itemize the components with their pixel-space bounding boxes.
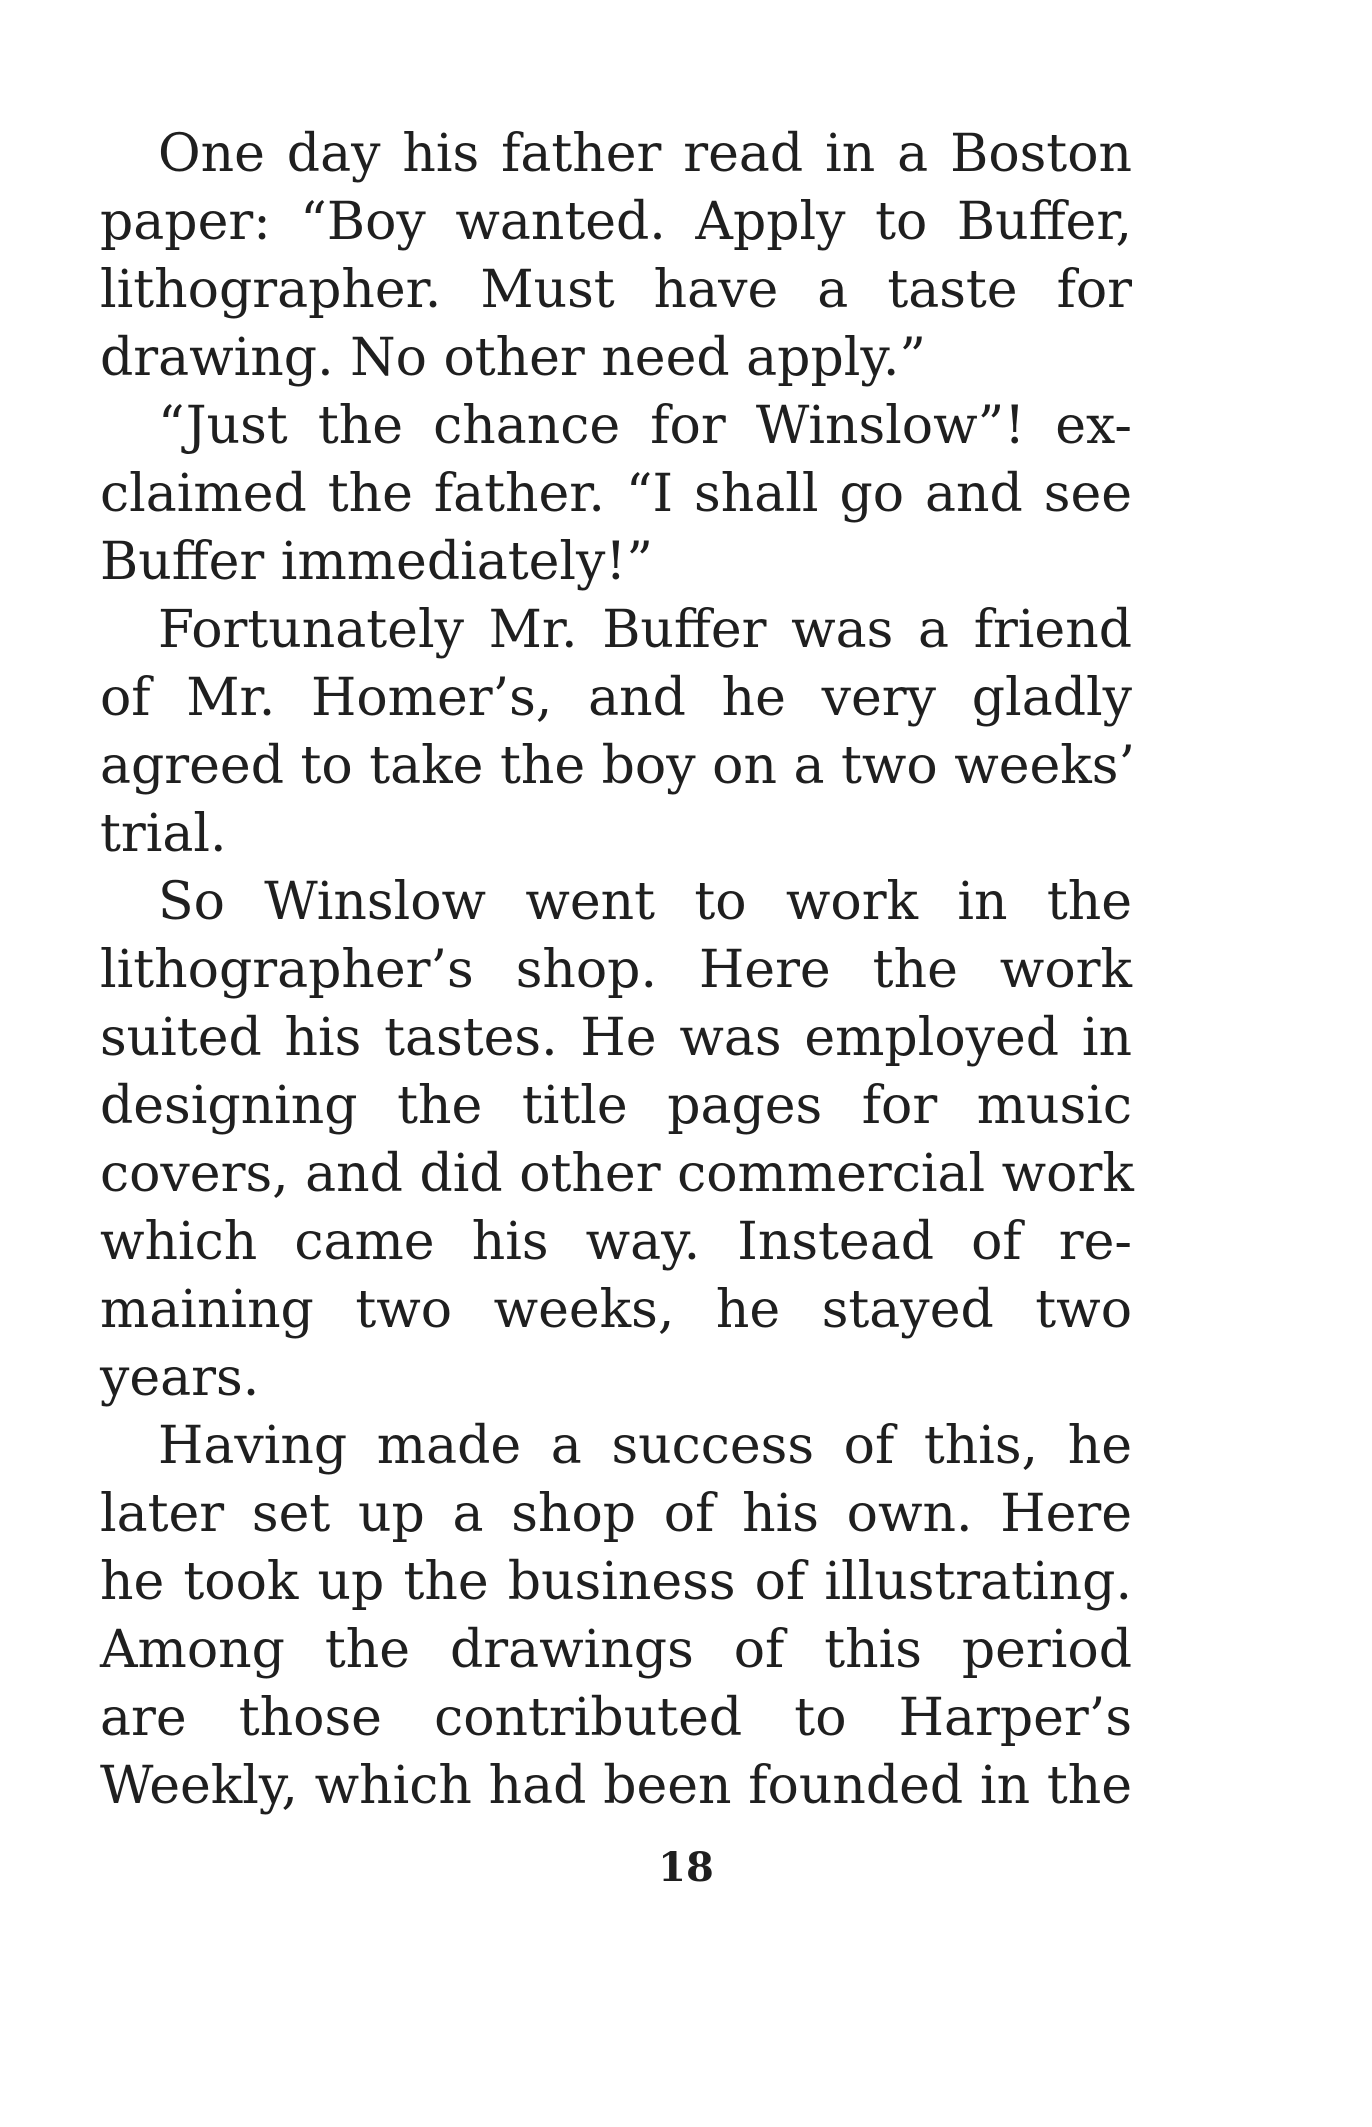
text-line: claimed the father. “I shall go and see	[100, 464, 1132, 524]
text-line: Weekly, which had been founded in the	[100, 1756, 1132, 1816]
text-line: trial.	[100, 804, 227, 864]
text-line: of Mr. Homer’s, and he very gladly	[100, 668, 1132, 728]
text-line: he took up the business of illustrating.	[100, 1552, 1132, 1612]
text-line: “Just the chance for Winslow”! ex-	[158, 396, 1132, 456]
text-line: Among the drawings of this period	[100, 1620, 1132, 1680]
text-line: covers, and did other commercial work	[100, 1144, 1134, 1204]
text-line: Fortunately Mr. Buffer was a friend	[158, 600, 1132, 660]
text-line: lithographer’s shop. Here the work	[100, 940, 1132, 1000]
body-text	[100, 120, 1136, 1820]
text-line: are those contributed to Harper’s	[100, 1688, 1132, 1748]
page-number: 18	[658, 1844, 714, 1891]
text-line: later set up a shop of his own. Here	[100, 1484, 1132, 1544]
text-line: designing the title pages for music	[100, 1076, 1132, 1136]
text-line: paper: “Boy wanted. Apply to Buffer,	[100, 192, 1132, 252]
text-line: maining two weeks, he stayed two	[100, 1280, 1132, 1340]
text-line: lithographer. Must have a taste for	[100, 260, 1132, 320]
text-line: So Winslow went to work in the	[158, 872, 1132, 932]
text-line: agreed to take the boy on a two weeks’	[100, 736, 1136, 796]
text-line: Having made a success of this, he	[158, 1416, 1132, 1476]
text-line: which came his way. Instead of re-	[100, 1212, 1132, 1272]
text-line: drawing. No other need apply.”	[100, 328, 926, 388]
text-line: years.	[100, 1348, 260, 1408]
text-line: One day his father read in a Boston	[158, 124, 1132, 184]
text-line: suited his tastes. He was employed in	[100, 1008, 1132, 1068]
text-line: Buffer immediately!”	[100, 532, 653, 592]
